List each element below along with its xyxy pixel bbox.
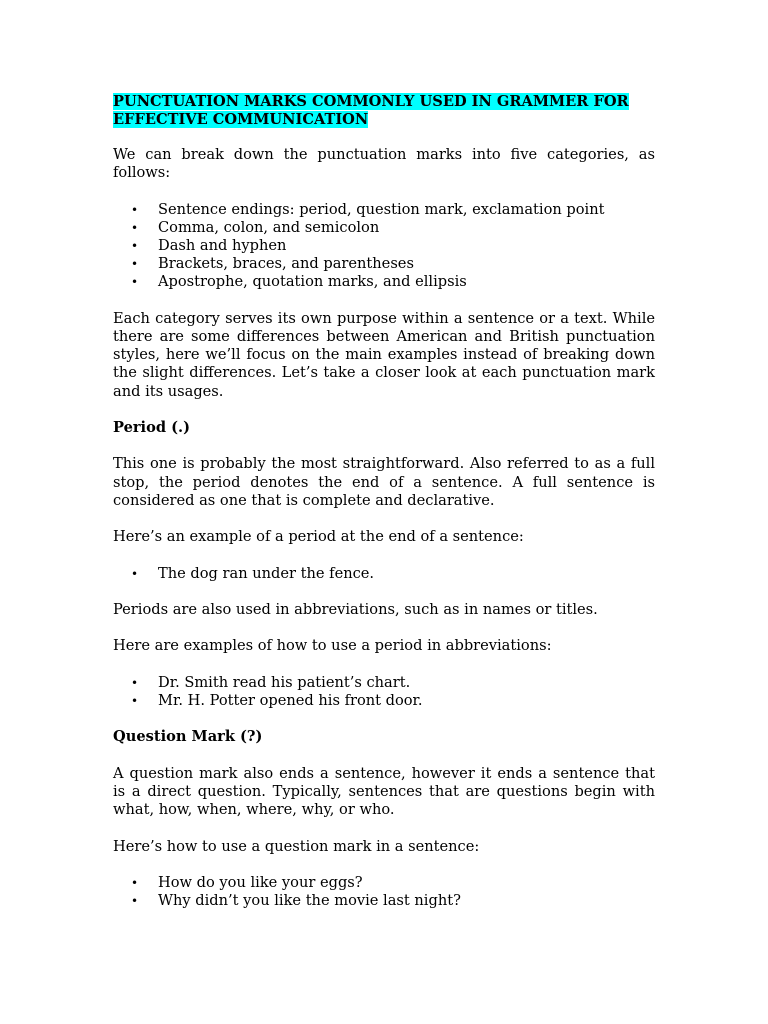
categories-list (113, 201, 655, 292)
period-heading: Period (.) (113, 419, 191, 436)
period-example-intro: Here’s an example of a period at the end of a sentence: (113, 528, 524, 546)
question-mark-heading: Question Mark (?) (113, 728, 263, 746)
list-item (113, 692, 655, 710)
bullet-icon: • (131, 693, 139, 708)
list-item-text: Why didn’t you like the movie last night? (158, 892, 461, 910)
question-mark-examples-list (113, 874, 655, 910)
bullet-icon: • (131, 675, 139, 690)
list-item-text: Comma, colon, and semicolon (158, 218, 380, 236)
period-description: This one is probably the most straightforward. Also referred to as a full stop, the period denotes the end of a sentence. A full sentence is considered as one that is complete and declarative. (113, 455, 655, 509)
bullet-icon: • (131, 257, 139, 272)
list-item (113, 237, 655, 255)
title-highlight: PUNCTUATION MARKS COMMONLY USED IN GRAMMER FOR EFFECTIVE COMMUNICATION (113, 93, 629, 128)
bullet-icon: • (131, 202, 139, 217)
period-abbrev-note: Periods are also used in abbreviations, such as in names or titles. (113, 600, 598, 618)
question-mark-description: A question mark also ends a sentence, however it ends a sentence that is a direct question. Typically, sentences that are questions begin with what, how, when, where, why, or who. (113, 764, 655, 819)
bullet-icon: • (131, 239, 139, 253)
list-item (113, 273, 655, 291)
list-item-text: Dash and hyphen (158, 237, 287, 254)
list-item (113, 219, 655, 237)
list-item-text: Mr. H. Potter opened his front door. (158, 691, 423, 709)
list-item-text: Sentence endings: period, question mark, exclamation point (158, 200, 605, 218)
list-item (113, 892, 655, 910)
period-abbrev-list (113, 674, 655, 710)
list-item-text: Brackets, braces, and parentheses (158, 255, 414, 273)
list-item (113, 874, 655, 892)
question-mark-example-intro: Here’s how to use a question mark in a sentence: (113, 837, 480, 855)
overview-paragraph: Each category serves its own purpose within a sentence or a text. While there are some differences between American and British punctuation styles, here we’ll focus on the main examples instead of breaking down the slight differences. Let’s take a closer look at each punctuation mark and its usages. (113, 309, 655, 400)
period-abbrev-intro: Here are examples of how to use a period in abbreviations: (113, 637, 552, 655)
document-page (113, 93, 655, 929)
list-item-text: The dog ran under the fence. (158, 564, 375, 582)
bullet-icon: • (131, 275, 139, 290)
document-title (113, 93, 655, 128)
list-item (113, 255, 655, 273)
list-item (113, 565, 655, 583)
bullet-icon: • (131, 220, 139, 235)
list-item (113, 674, 655, 692)
bullet-icon: • (131, 566, 139, 581)
period-examples-list (113, 565, 655, 583)
intro-paragraph: We can break down the punctuation marks into five categories, as follows: (113, 146, 655, 182)
bullet-icon: • (131, 875, 139, 890)
list-item (113, 201, 655, 219)
list-item-text: How do you like your eggs? (158, 873, 363, 891)
bullet-icon: • (131, 894, 139, 909)
list-item-text: Apostrophe, quotation marks, and ellipsis (158, 273, 467, 291)
list-item-text: Dr. Smith read his patient’s chart. (158, 673, 411, 691)
